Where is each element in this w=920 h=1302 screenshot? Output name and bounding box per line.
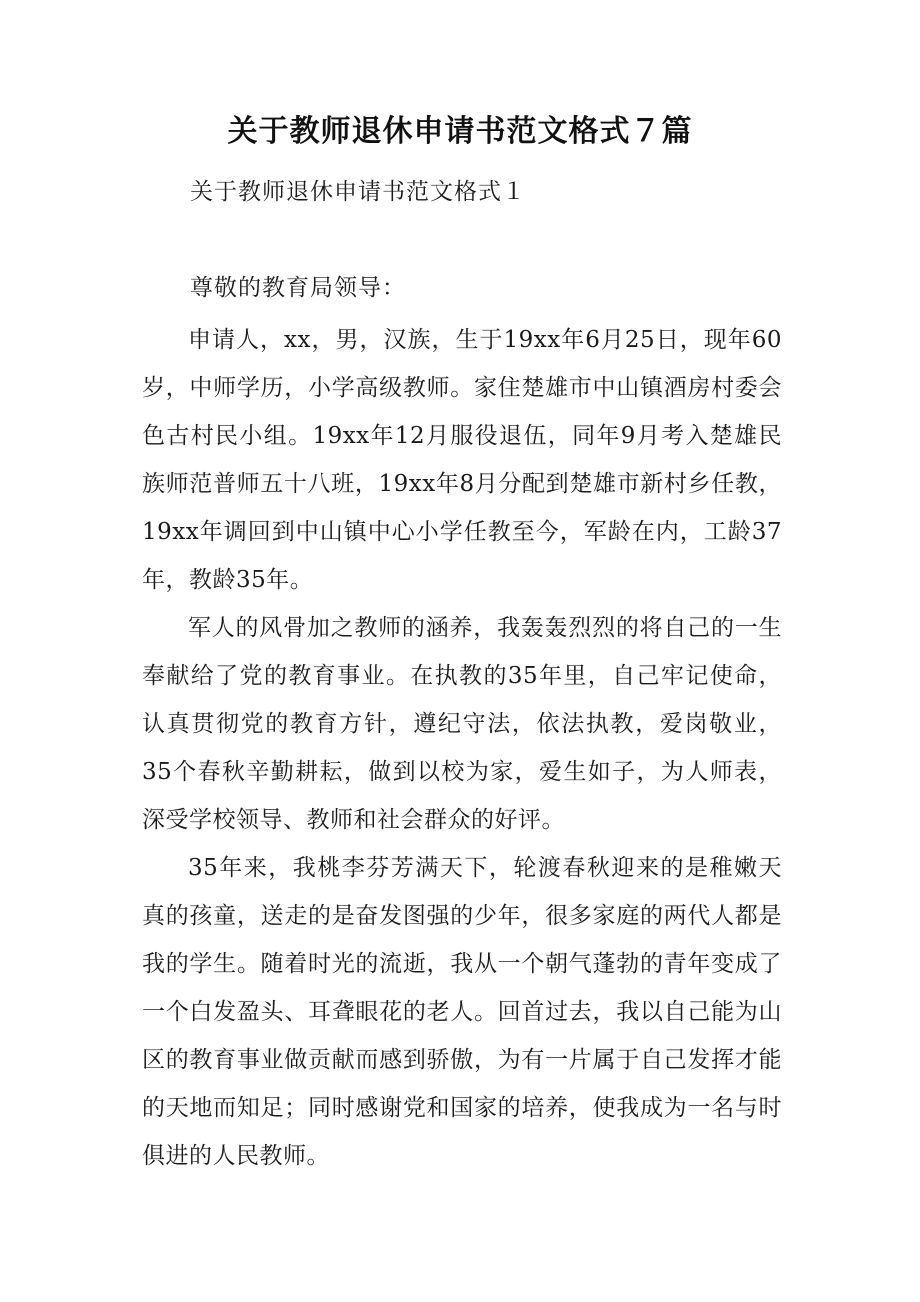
letter-body: [142, 316, 782, 1180]
document-title: 关于教师退休申请书范文格式７篇: [227, 114, 693, 149]
paragraph-reflection: 35年来，我桃李芬芳满天下，轮渡春秋迎来的是稚嫩天真的孩童，送走的是奋发图强的少年，很多家庭的两代人都是我的学生。随着时光的流逝，我从一个朝气蓬勃的青年变成了一个白发盈头、耳聋眼花的老人。回首过去，我以自己能为山区的教育事业做贡献而感到骄傲，为有一片属于自己发挥才能的天地而知足；同时感谢党和国家的培养，使我成为一名与时俱进的人民教师。: [142, 855, 782, 1169]
paragraph-career-dedication: 军人的风骨加之教师的涵养，我轰轰烈烈的将自己的一生奉献给了党的教育事业。在执教的35年里，自己牢记使命，认真贯彻党的教育方针，遵纪守法，依法执教，爱岗敬业，35个春秋辛勤耕耘，做到以校为家，爱生如子，为人师表，深受学校领导、教师和社会群众的好评。: [142, 615, 782, 833]
document-subtitle: 关于教师退休申请书范文格式１: [190, 179, 526, 205]
salutation: 尊敬的教育局领导：: [190, 275, 406, 301]
paragraph-applicant-info: 申请人，xx，男，汉族，生于19xx年6月25日，现年60岁，中师学历，小学高级教师。家住楚雄市中山镇酒房村委会色古村民小组。19xx年12月服役退伍，同年9月考入楚雄民族师范普师五十八班，19xx年8月分配到楚雄市新村乡任教，19xx年调回到中山镇中心小学任教至今，军龄在内，工龄37年，教龄35年。: [142, 327, 782, 593]
